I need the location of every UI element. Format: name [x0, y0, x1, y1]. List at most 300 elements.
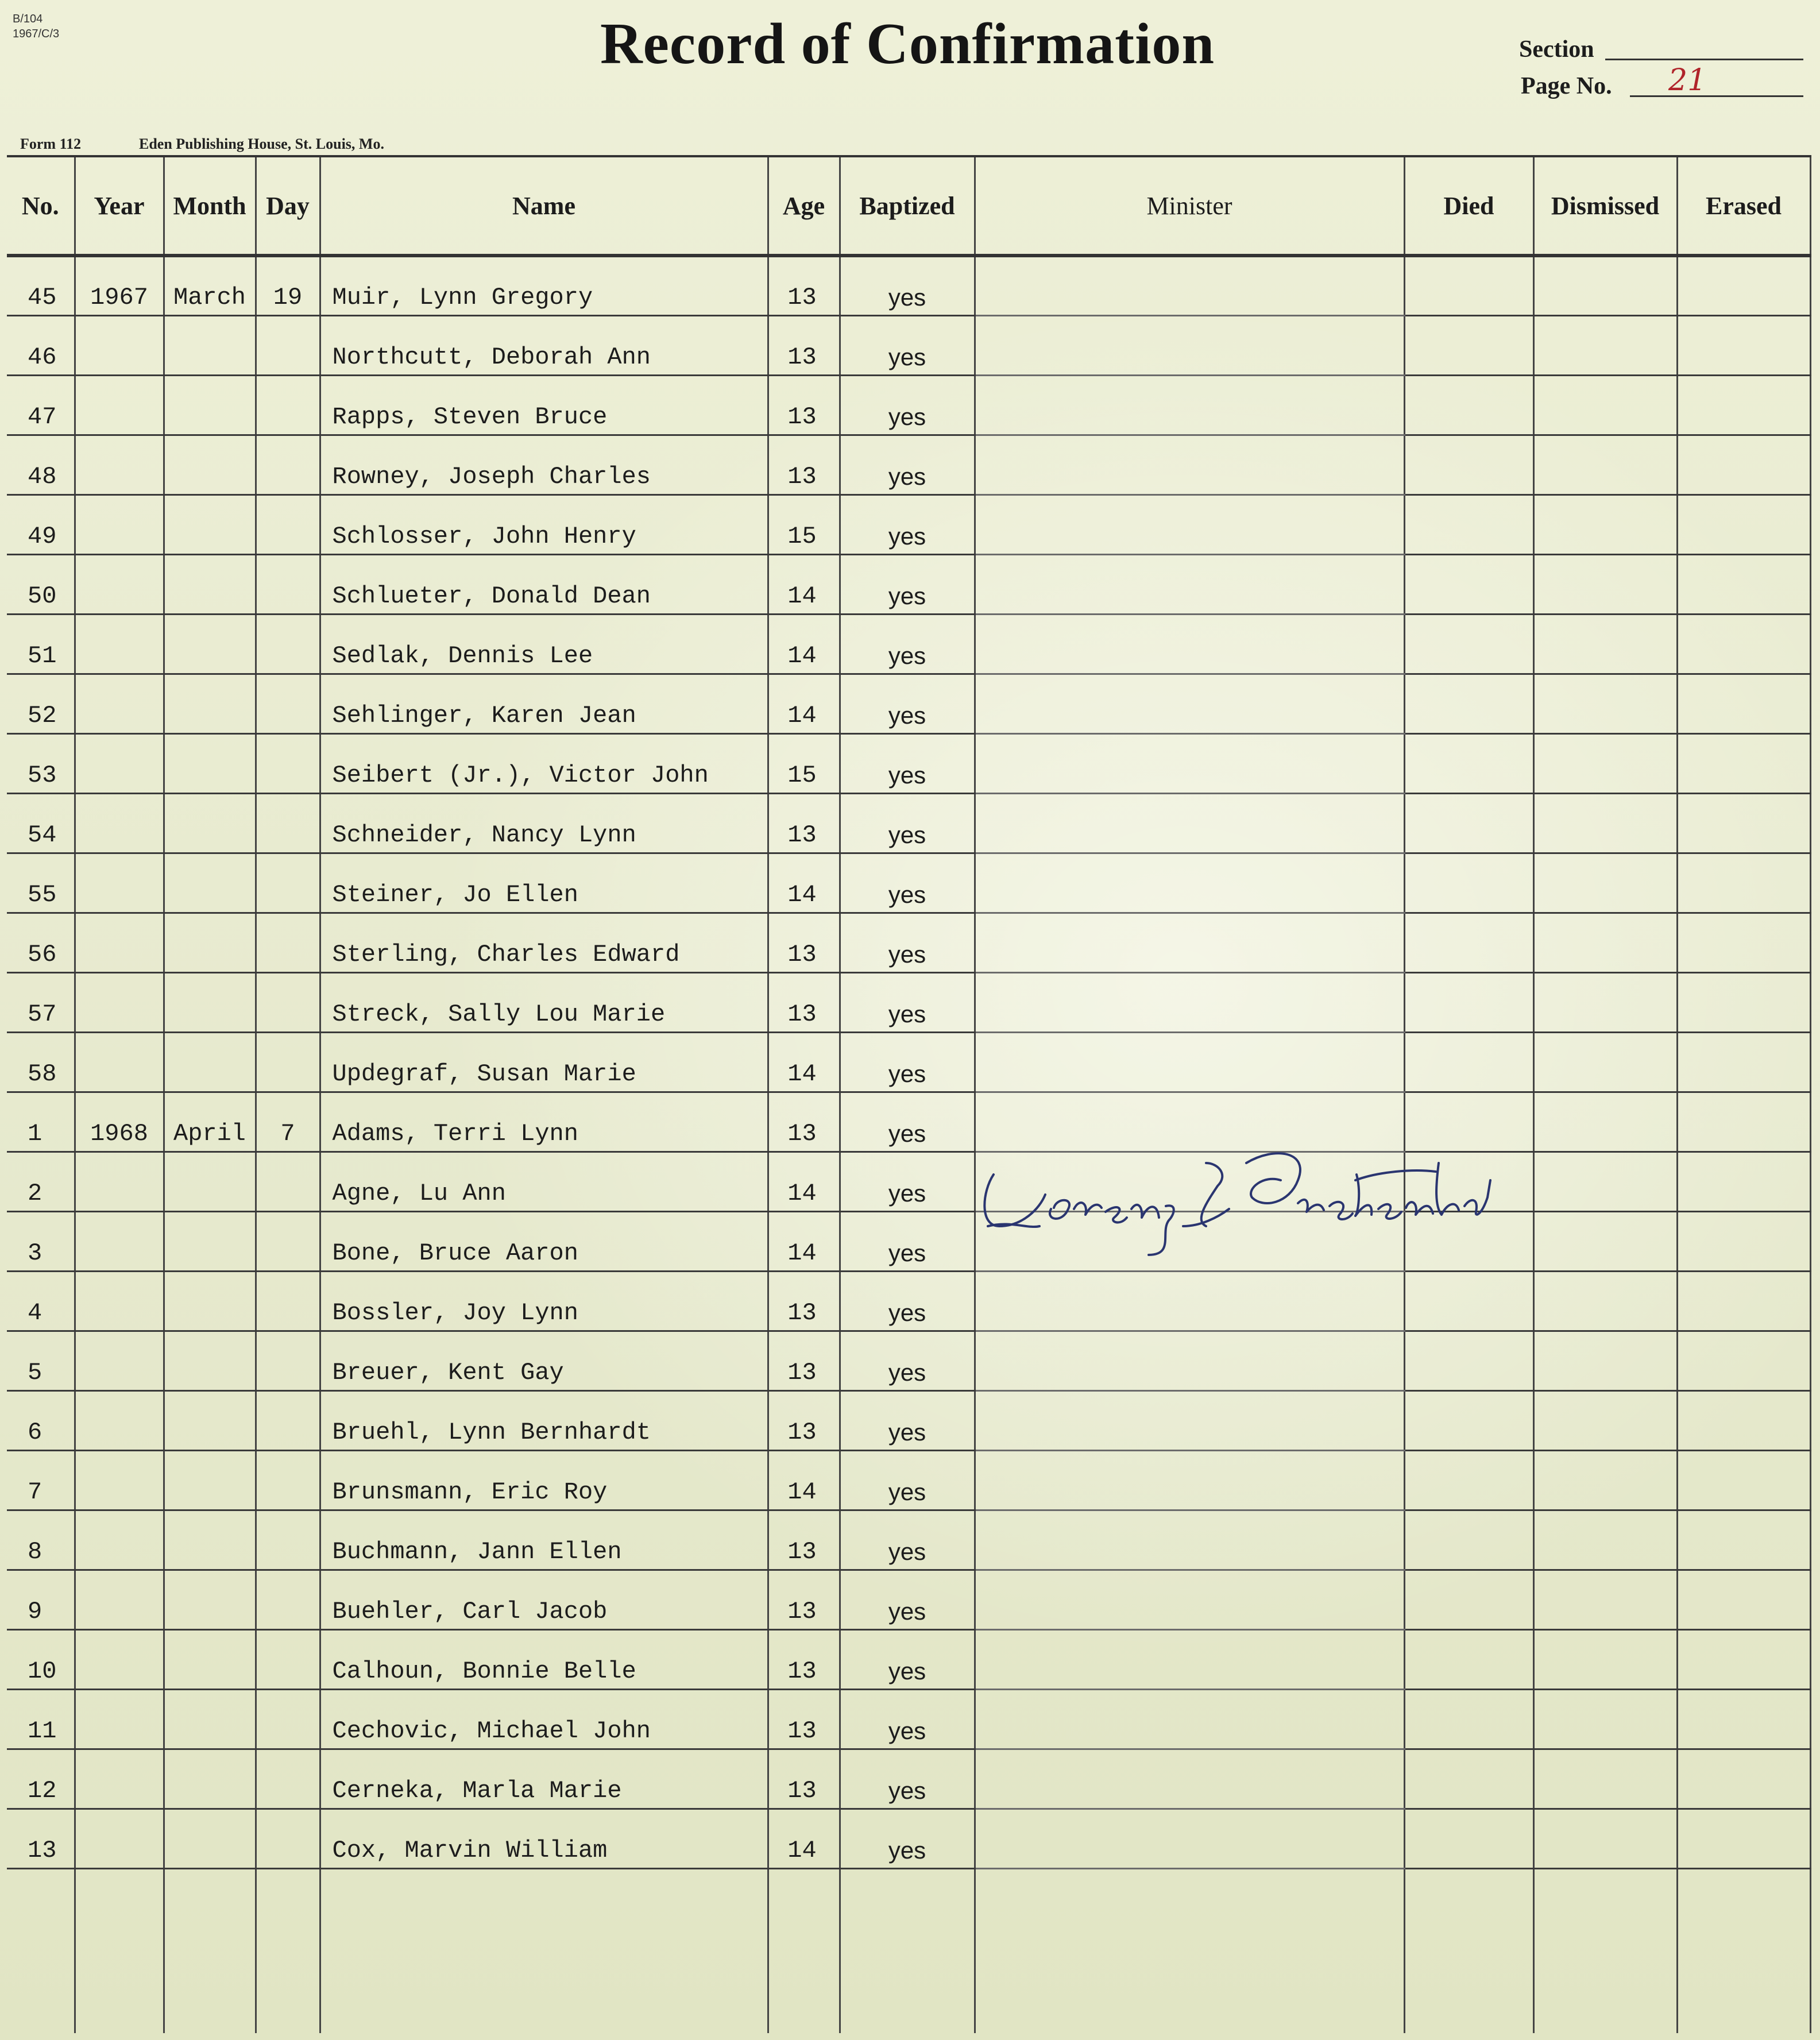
cell-name: Cechovic, Michael John — [320, 1689, 768, 1749]
cell-year — [75, 554, 164, 614]
cell-month — [164, 853, 256, 913]
table-row — [7, 1450, 1810, 1510]
cell-age: 14 — [768, 1032, 840, 1092]
cell-erased — [1677, 674, 1810, 733]
cell-minister — [975, 256, 1404, 315]
cell-minister — [975, 853, 1404, 913]
cell-day — [256, 1809, 320, 1868]
cell-age: 13 — [768, 1092, 840, 1152]
cell-year — [75, 972, 164, 1032]
cell-month — [164, 1390, 256, 1450]
cell-no: 7 — [7, 1450, 75, 1510]
col-header-dismissed: Dismissed — [1533, 156, 1677, 256]
cell-died — [1404, 494, 1533, 554]
cell-no: 52 — [7, 674, 75, 733]
cell-baptized: yes — [840, 1570, 975, 1629]
cell-year — [75, 1570, 164, 1629]
cell-erased — [1677, 1390, 1810, 1450]
confirmation-table — [7, 155, 1811, 2033]
cell-age: 13 — [768, 375, 840, 435]
cell-minister — [975, 1271, 1404, 1331]
cell-died — [1404, 1271, 1533, 1331]
cell-day — [256, 554, 320, 614]
cell-month — [164, 733, 256, 793]
cell-died — [1404, 435, 1533, 494]
cell-dismissed — [1533, 554, 1677, 614]
cell-baptized: yes — [840, 1510, 975, 1570]
cell-age: 15 — [768, 733, 840, 793]
table-row — [7, 494, 1810, 554]
cell-erased — [1677, 375, 1810, 435]
cell-died — [1404, 733, 1533, 793]
cell-minister — [975, 1331, 1404, 1390]
cell-baptized: yes — [840, 913, 975, 972]
cell-dismissed — [1533, 435, 1677, 494]
cell-day — [256, 1390, 320, 1450]
cell-died — [1404, 1809, 1533, 1868]
cell-year — [75, 1390, 164, 1450]
cell-died — [1404, 1570, 1533, 1629]
cell-minister — [975, 793, 1404, 853]
cell-year — [75, 674, 164, 733]
cell-age: 13 — [768, 1331, 840, 1390]
cell-name: Updegraf, Susan Marie — [320, 1032, 768, 1092]
cell-no: 56 — [7, 913, 75, 972]
cell-no: 48 — [7, 435, 75, 494]
cell-age: 14 — [768, 1450, 840, 1510]
cell-dismissed — [1533, 733, 1677, 793]
cell-minister — [975, 315, 1404, 375]
cell-minister — [975, 494, 1404, 554]
cell-year — [75, 315, 164, 375]
cell-name: Sterling, Charles Edward — [320, 913, 768, 972]
cell-dismissed — [1533, 853, 1677, 913]
cell-day — [256, 435, 320, 494]
cell-died — [1404, 614, 1533, 674]
section-line — [1605, 59, 1803, 60]
cell-died — [1404, 554, 1533, 614]
cell-age: 13 — [768, 913, 840, 972]
col-header-baptized: Baptized — [840, 156, 975, 256]
cell-minister — [975, 1629, 1404, 1689]
cell-no: 8 — [7, 1510, 75, 1570]
cell-died — [1404, 913, 1533, 972]
cell-age: 14 — [768, 1809, 840, 1868]
cell-day: 7 — [256, 1092, 320, 1152]
cell-day — [256, 1271, 320, 1331]
page-no-line — [1630, 95, 1803, 97]
cell-day — [256, 1331, 320, 1390]
cell-dismissed — [1533, 1152, 1677, 1211]
cell-no: 1 — [7, 1092, 75, 1152]
cell-day — [256, 494, 320, 554]
cell-no: 50 — [7, 554, 75, 614]
cell-name: Schlosser, John Henry — [320, 494, 768, 554]
cell-baptized: yes — [840, 1450, 975, 1510]
cell-no: 49 — [7, 494, 75, 554]
cell-year — [75, 614, 164, 674]
cell-age: 13 — [768, 315, 840, 375]
cell-died — [1404, 793, 1533, 853]
cell-no: 5 — [7, 1331, 75, 1390]
cell-no: 58 — [7, 1032, 75, 1092]
cell-year — [75, 1152, 164, 1211]
cell-baptized: yes — [840, 1092, 975, 1152]
cell-erased — [1677, 435, 1810, 494]
cell-year — [75, 494, 164, 554]
cell-month — [164, 375, 256, 435]
cell-dismissed — [1533, 1390, 1677, 1450]
cell-no: 51 — [7, 614, 75, 674]
cell-age: 13 — [768, 256, 840, 315]
cell-age: 13 — [768, 1629, 840, 1689]
cell-age: 13 — [768, 1390, 840, 1450]
cell-minister — [975, 435, 1404, 494]
cell-died — [1404, 1629, 1533, 1689]
cell-no: 55 — [7, 853, 75, 913]
cell-month — [164, 1032, 256, 1092]
cell-month — [164, 793, 256, 853]
col-header-no: No. — [7, 156, 75, 256]
cell-baptized: yes — [840, 315, 975, 375]
cell-year — [75, 793, 164, 853]
cell-dismissed — [1533, 1092, 1677, 1152]
cell-dismissed — [1533, 1271, 1677, 1331]
filler-cell — [840, 1868, 975, 2033]
cell-day — [256, 1032, 320, 1092]
cell-age: 14 — [768, 614, 840, 674]
cell-year — [75, 733, 164, 793]
table-row — [7, 256, 1810, 315]
cell-name: Rowney, Joseph Charles — [320, 435, 768, 494]
cell-minister — [975, 1510, 1404, 1570]
cell-erased — [1677, 494, 1810, 554]
cell-month — [164, 1689, 256, 1749]
cell-dismissed — [1533, 256, 1677, 315]
cell-no: 10 — [7, 1629, 75, 1689]
cell-minister — [975, 1032, 1404, 1092]
table-row — [7, 1211, 1810, 1271]
cell-month — [164, 1450, 256, 1510]
cell-name: Buchmann, Jann Ellen — [320, 1510, 768, 1570]
table-row — [7, 1152, 1810, 1211]
page-title: Record of Confirmation — [600, 11, 1215, 76]
cell-month — [164, 1271, 256, 1331]
col-header-minister: Minister — [975, 156, 1404, 256]
cell-baptized: yes — [840, 1749, 975, 1809]
cell-month — [164, 315, 256, 375]
page-no-value: 21 — [1668, 63, 1707, 98]
filler-cell — [975, 1868, 1404, 2033]
cell-erased — [1677, 554, 1810, 614]
cell-day — [256, 853, 320, 913]
cell-name: Schlueter, Donald Dean — [320, 554, 768, 614]
cell-no: 12 — [7, 1749, 75, 1809]
cell-baptized: yes — [840, 1390, 975, 1450]
cell-dismissed — [1533, 315, 1677, 375]
cell-erased — [1677, 1092, 1810, 1152]
cell-name: Bone, Bruce Aaron — [320, 1211, 768, 1271]
cell-no: 47 — [7, 375, 75, 435]
cell-age: 13 — [768, 1570, 840, 1629]
table-row — [7, 793, 1810, 853]
cell-baptized: yes — [840, 674, 975, 733]
cell-month — [164, 972, 256, 1032]
cell-died — [1404, 1689, 1533, 1749]
cell-minister — [975, 375, 1404, 435]
form-number: Form 112 — [20, 136, 82, 152]
table-row — [7, 554, 1810, 614]
cell-month — [164, 1570, 256, 1629]
cell-year — [75, 1450, 164, 1510]
cell-died — [1404, 256, 1533, 315]
cell-age: 14 — [768, 1211, 840, 1271]
cell-month — [164, 614, 256, 674]
cell-erased — [1677, 853, 1810, 913]
table-row — [7, 853, 1810, 913]
cell-no: 53 — [7, 733, 75, 793]
table-row — [7, 1390, 1810, 1450]
cell-day — [256, 1629, 320, 1689]
cell-name: Rapps, Steven Bruce — [320, 375, 768, 435]
table-row — [7, 1629, 1810, 1689]
cell-month — [164, 1749, 256, 1809]
cell-erased — [1677, 1689, 1810, 1749]
cell-erased — [1677, 1032, 1810, 1092]
table-row — [7, 1689, 1810, 1749]
cell-baptized: yes — [840, 1809, 975, 1868]
cell-year — [75, 853, 164, 913]
col-header-year: Year — [75, 156, 164, 256]
cell-name: Bossler, Joy Lynn — [320, 1271, 768, 1331]
cell-erased — [1677, 733, 1810, 793]
cell-year — [75, 913, 164, 972]
cell-name: Adams, Terri Lynn — [320, 1092, 768, 1152]
cell-age: 13 — [768, 435, 840, 494]
cell-minister — [975, 1689, 1404, 1749]
cell-name: Schneider, Nancy Lynn — [320, 793, 768, 853]
cell-day — [256, 1510, 320, 1570]
cell-day — [256, 1450, 320, 1510]
table-body — [7, 256, 1810, 2033]
publisher: Eden Publishing House, St. Louis, Mo. — [139, 136, 384, 152]
cell-minister — [975, 1450, 1404, 1510]
cell-day — [256, 674, 320, 733]
cell-no: 57 — [7, 972, 75, 1032]
cell-dismissed — [1533, 913, 1677, 972]
cell-month — [164, 1809, 256, 1868]
cell-name: Sedlak, Dennis Lee — [320, 614, 768, 674]
cell-month — [164, 1211, 256, 1271]
cell-month: April — [164, 1092, 256, 1152]
table-row — [7, 1271, 1810, 1331]
cell-day — [256, 1152, 320, 1211]
cell-no: 2 — [7, 1152, 75, 1211]
cell-name: Buehler, Carl Jacob — [320, 1570, 768, 1629]
cell-day — [256, 1749, 320, 1809]
table-row — [7, 674, 1810, 733]
cell-died — [1404, 1390, 1533, 1450]
cell-died — [1404, 1749, 1533, 1809]
table-row — [7, 913, 1810, 972]
cell-erased — [1677, 1510, 1810, 1570]
cell-age: 13 — [768, 1510, 840, 1570]
cell-year — [75, 1331, 164, 1390]
cell-baptized: yes — [840, 1271, 975, 1331]
cell-baptized: yes — [840, 256, 975, 315]
cell-minister — [975, 1570, 1404, 1629]
cell-no: 11 — [7, 1689, 75, 1749]
cell-dismissed — [1533, 1629, 1677, 1689]
table-row — [7, 1092, 1810, 1152]
cell-age: 14 — [768, 554, 840, 614]
archive-code-line-1: B/104 — [13, 13, 43, 25]
cell-name: Sehlinger, Karen Jean — [320, 674, 768, 733]
cell-erased — [1677, 256, 1810, 315]
cell-minister — [975, 1749, 1404, 1809]
cell-age: 13 — [768, 972, 840, 1032]
cell-dismissed — [1533, 1450, 1677, 1510]
cell-year — [75, 1510, 164, 1570]
cell-died — [1404, 315, 1533, 375]
cell-baptized: yes — [840, 1211, 975, 1271]
table-row — [7, 733, 1810, 793]
filler-cell — [1404, 1868, 1533, 2033]
cell-name: Steiner, Jo Ellen — [320, 853, 768, 913]
table-row — [7, 375, 1810, 435]
cell-baptized: yes — [840, 972, 975, 1032]
col-header-month: Month — [164, 156, 256, 256]
cell-no: 46 — [7, 315, 75, 375]
col-header-age: Age — [768, 156, 840, 256]
cell-year — [75, 1689, 164, 1749]
cell-baptized: yes — [840, 1032, 975, 1092]
cell-name: Muir, Lynn Gregory — [320, 256, 768, 315]
cell-baptized: yes — [840, 733, 975, 793]
cell-month: March — [164, 256, 256, 315]
cell-minister — [975, 614, 1404, 674]
cell-day — [256, 315, 320, 375]
cell-minister — [975, 554, 1404, 614]
cell-dismissed — [1533, 375, 1677, 435]
cell-dismissed — [1533, 494, 1677, 554]
cell-died — [1404, 1032, 1533, 1092]
cell-name: Calhoun, Bonnie Belle — [320, 1629, 768, 1689]
cell-baptized: yes — [840, 375, 975, 435]
filler-cell — [75, 1868, 164, 2033]
cell-dismissed — [1533, 1510, 1677, 1570]
cell-dismissed — [1533, 1570, 1677, 1629]
cell-day — [256, 733, 320, 793]
cell-day — [256, 375, 320, 435]
cell-erased — [1677, 1271, 1810, 1331]
table-row — [7, 315, 1810, 375]
col-header-died: Died — [1404, 156, 1533, 256]
cell-erased — [1677, 913, 1810, 972]
filler-cell — [256, 1868, 320, 2033]
cell-erased — [1677, 793, 1810, 853]
cell-age: 14 — [768, 853, 840, 913]
cell-age: 14 — [768, 674, 840, 733]
cell-baptized: yes — [840, 614, 975, 674]
cell-month — [164, 1629, 256, 1689]
cell-died — [1404, 1450, 1533, 1510]
section-label: Section — [1519, 36, 1594, 63]
cell-month — [164, 1152, 256, 1211]
cell-year — [75, 1809, 164, 1868]
cell-year: 1967 — [75, 256, 164, 315]
table-row — [7, 614, 1810, 674]
cell-baptized: yes — [840, 554, 975, 614]
cell-minister — [975, 733, 1404, 793]
cell-month — [164, 494, 256, 554]
cell-month — [164, 674, 256, 733]
filler-cell — [320, 1868, 768, 2033]
cell-day — [256, 913, 320, 972]
cell-baptized: yes — [840, 435, 975, 494]
table-row — [7, 1570, 1810, 1629]
cell-dismissed — [1533, 1689, 1677, 1749]
cell-erased — [1677, 1450, 1810, 1510]
col-header-erased: Erased — [1677, 156, 1810, 256]
cell-no: 4 — [7, 1271, 75, 1331]
cell-name: Northcutt, Deborah Ann — [320, 315, 768, 375]
cell-baptized: yes — [840, 853, 975, 913]
cell-name: Cox, Marvin William — [320, 1809, 768, 1868]
cell-baptized: yes — [840, 1152, 975, 1211]
cell-dismissed — [1533, 1809, 1677, 1868]
cell-minister — [975, 674, 1404, 733]
cell-no: 13 — [7, 1809, 75, 1868]
cell-month — [164, 435, 256, 494]
cell-year — [75, 1749, 164, 1809]
cell-erased — [1677, 1629, 1810, 1689]
cell-name: Breuer, Kent Gay — [320, 1331, 768, 1390]
cell-dismissed — [1533, 793, 1677, 853]
cell-age: 13 — [768, 1271, 840, 1331]
cell-minister — [975, 1390, 1404, 1450]
cell-baptized: yes — [840, 1629, 975, 1689]
cell-erased — [1677, 614, 1810, 674]
cell-day — [256, 1689, 320, 1749]
cell-age: 15 — [768, 494, 840, 554]
cell-dismissed — [1533, 1331, 1677, 1390]
cell-erased — [1677, 1749, 1810, 1809]
cell-erased — [1677, 1331, 1810, 1390]
cell-erased — [1677, 315, 1810, 375]
cell-baptized: yes — [840, 1331, 975, 1390]
cell-age: 13 — [768, 1689, 840, 1749]
cell-died — [1404, 1510, 1533, 1570]
cell-minister — [975, 972, 1404, 1032]
minister-signature — [976, 1140, 1493, 1266]
table-header-row — [7, 156, 1810, 256]
table-row — [7, 1809, 1810, 1868]
cell-month — [164, 1510, 256, 1570]
cell-no: 9 — [7, 1570, 75, 1629]
filler-cell — [768, 1868, 840, 2033]
cell-month — [164, 1331, 256, 1390]
cell-day — [256, 972, 320, 1032]
table-row — [7, 972, 1810, 1032]
cell-erased — [1677, 1211, 1810, 1271]
cell-dismissed — [1533, 614, 1677, 674]
cell-minister — [975, 1809, 1404, 1868]
archive-code-line-2: 1967/C/3 — [13, 28, 60, 40]
table-row — [7, 435, 1810, 494]
cell-erased — [1677, 1152, 1810, 1211]
cell-year — [75, 1629, 164, 1689]
